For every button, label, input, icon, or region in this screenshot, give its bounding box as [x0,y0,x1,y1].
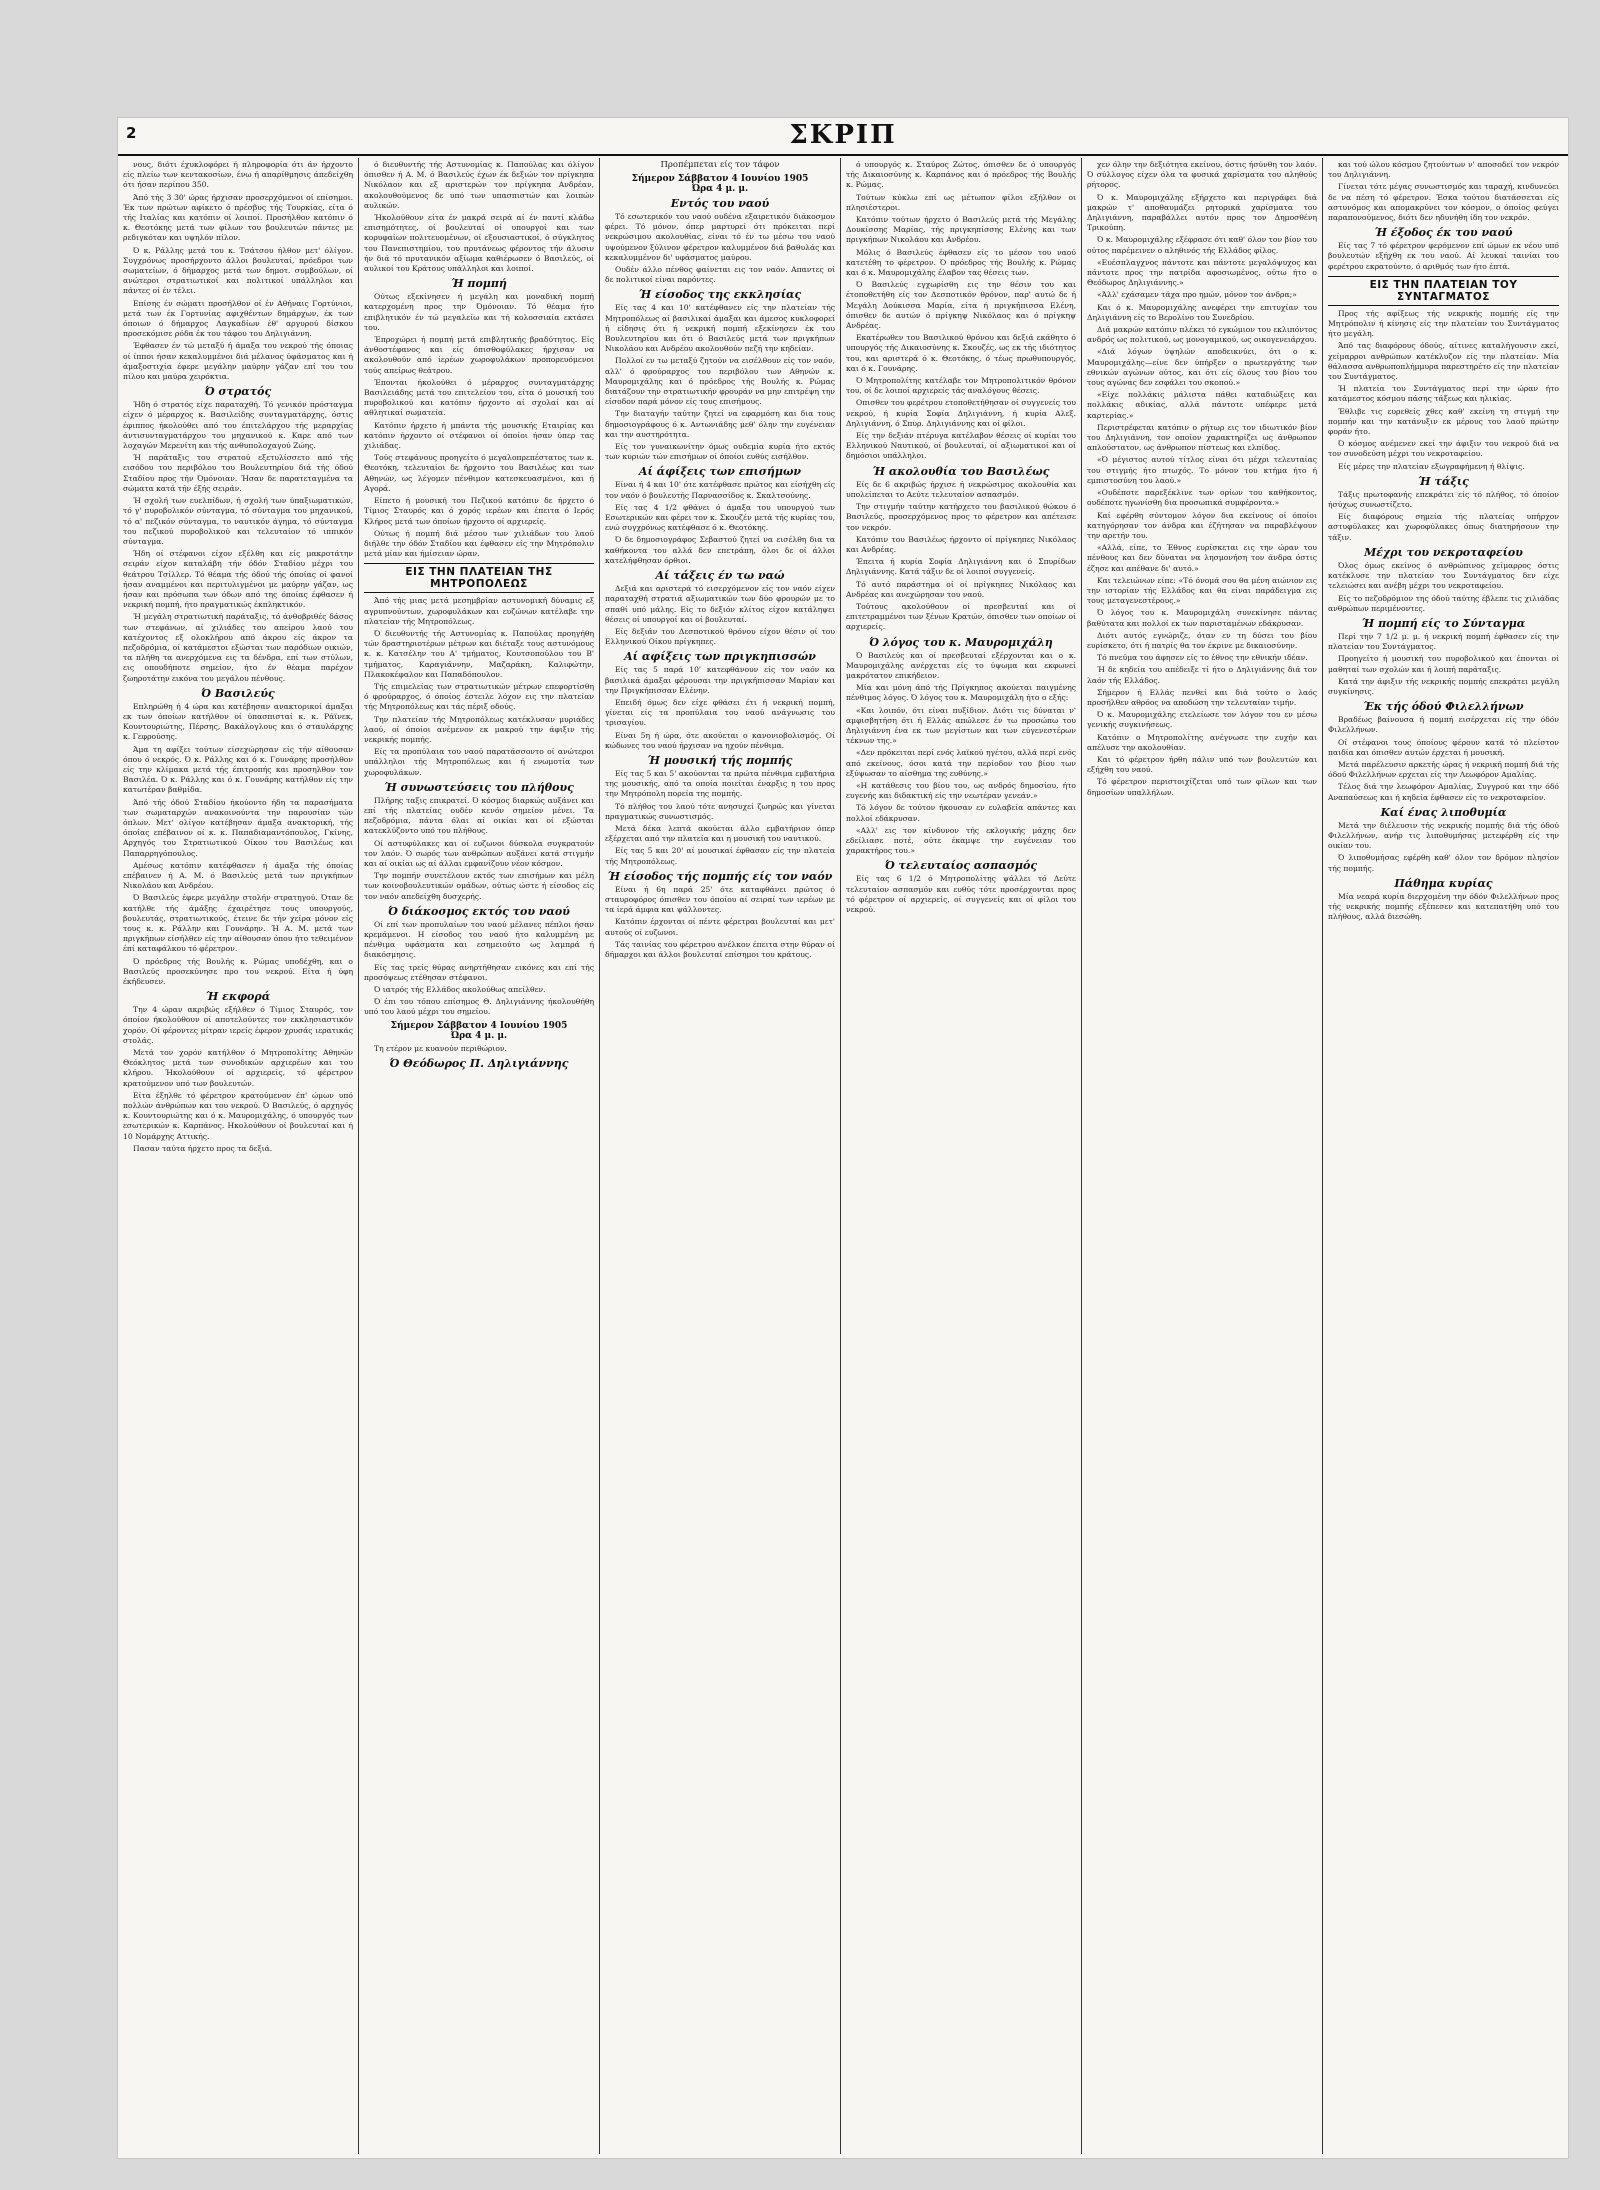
section-banner: ΕΙΣ ΤΗΝ ΠΛΑΤΕΙΑΝ ΤΗΣ ΜΗΤΡΟΠΟΛΕΩΣ [364,563,594,593]
paragraph: Είς τας 5 και 5' ακούονται τα πρώτα πένθιμα εμβατήρια της μουσικής, από τα οποία ποιείται έναρξις η του προς την Μητρόπολη πορεία της πομπής. [605,768,835,799]
paragraph: Οί στέφανοι τους όποίους φέρουν κατά τό πλείστον παιδία και όπισθεν αυτών έρχεται ή μουσική. [1328,737,1559,757]
paragraph: Την στιγμήν ταύτην κατήρχετο του βασιλικού θώκου ό Βασιλεύς, προσερχόμενος προς το φέρετρον και απέτεισε τον νεκρόν. [846,502,1076,532]
column-1 [118,158,359,2154]
paragraph: Άμα τη αφίξει τούτων είσεχώρησαν είς τήν αίθουσαν όπου ό νεκρός. Ό κ. Ράλλης και ό κ. Γουνάρης προσήλθον είς την κλίμακα μετά τής έπιτροπής και προσηλθον τον Βασιλέα. Ό κ. Ράλλης και ό κ. Γουνάρης κατήλθον είς την κατωτέραν βαθμίδα. [123,744,353,795]
paragraph: Κατόπιν έρχονται οί πέντε φέρετραι βουλευταί και μετ' αυτούς οί ευζωνοι. [605,917,835,937]
paragraph: Κατόπιν ο Μητροπολίτης ανέγνωσε την ευχήν και απέλυσε την ακολουθίαν. [1087,732,1317,752]
paragraph: Μία νεαρά κυρία διερχομένη την όδόν Φιλελλήνων προς τής νεκρικής πομπής εξέπεσεν και κατεπατήθη υπό του πλήθους, αλλά διεσώθη. [1328,891,1559,922]
section-heading: Καί ένας λιποθυμία [1380,805,1507,819]
section-heading: Αί άφίξεις των επισήμων [638,465,802,479]
paragraph: Είπετο ή μουσική του Πεζικού κατόπιν δε ήρχετο ό Τίμιος Σταυρός και ό χορός ιερέων και έπειτα ό Ιερός Κλήρος μετά των όποίων ήρχοντο οί αρχιερείς. [364,496,594,526]
section-heading: Ή μουσική τής πομπής [647,753,793,767]
paragraph: Προηγείτο ή μουσική του πυροβολικού και έπονται οί μαθηταί των σχολών και ή λοιπή παράταξις. [1328,654,1559,674]
paragraph: Την πομπήν συνετέλουν εκτός των επισήμων και μέλη των κοινοβουλευτικών ομάδων, ούτως ώστε ή είσοδος είς τον ναόν απεδείχθη δυσχερής. [364,871,594,901]
paragraph: Τό εσωτερικόν του ναού ουδένα εξαιρετικόν διάκοσμον φέρει. Τό μόνον, όπερ μαρτυρεί ότι πρόκειται περί νεκρώσιμου ακολουθίας, είναι τό έν τω μέσω του ναού υψούμενον ξύλινον φέρετρον καλυμμένον διά βαθυλάς και κεκαλυμμένον δι' υφάσματος μαύρου. [605,212,835,262]
paragraph: «Άλλ' εχάσαμεν τάχα προ ημών, μόνον τον άνδρα;» [1097,290,1297,300]
paragraph: Τη ετέρον με κυανούν περιθώριον. [374,1043,507,1053]
paragraph: Πασαν ταύτα ήρχετο προς τα δεξιά. [133,1143,273,1153]
paragraph: Ήδη οί στέφανοι είχον εξέλθη και είς μακροτάτην σειράν είχον καταλάβη τήν όδόν Σταδίου μέχρι του θεάτρου Τσίλλερ. Τό θέαμα τής όδού τής όποίας οί φανοί ήσαν αναμμένοι και περιτυλιγμένοι με μαύρην γάζαν, ως ήσαν και πρόσωπα των όδων από της όποίας έφθασεν ή νεκρική πομπή, ήτο πραγματικώς έκπληκτικόν. [123,549,353,610]
paragraph: Προς τής αφίξεως τής νεκρικής πομπής είς την Μητρόπολιν ή κίνησις είς την πλατείαν του Συντάγματος ήτο μεγάλη. [1328,308,1559,339]
paragraph: Κατόπιν του Βασιλέως ήρχοντο οί πρίγκηπες Νικόλαος και Ανδρέας. [846,534,1076,554]
column-4 [841,158,1082,2154]
paragraph: «Ευέσπλαγχνος πάντοτε και πάντοτε μεγαλόψυχος και πάντοτε προς την πατρίδα αφοσιωμένος, ούτω ήτο ο Θεόδωρος Δηλιγιάννης.» [1087,257,1317,288]
paragraph: «Διά λόγων ύψηλών αποδεικνύει, ότι ο κ. Μαυρομιχάλης—είνε δεν ύπήρξεν ο πρωτεργάτης των εθνικών αγώνων ούτος, και ότι είς όλους του βίου του τους αγώνας δεν εσφάλει του σκοπού.» [1087,347,1317,388]
paragraph: Ό πρόεδρος τής Βουλής κ. Ρώμας υποδέχθη, και ο Βασιλεύς προσεκύνησε προ του νεκρού. Είτα ή ύφη έκήδευσεν. [123,956,353,987]
paragraph: Έπειτα ή κυρία Σοφία Δηλιγιάννη και ό Σπυρίδων Δηλιγιάννης. Κατά τάξιν δε οί λοιποί συγγενείς. [846,557,1076,577]
paragraph: «Ό μέγιστος αυτού τίτλος είναι ότι μέχρι τελευταίας του στιγμής ήτο πτωχός. Το μόνον του κτήμα ήτο ή εμπιστοσύνη του λαού.» [1087,455,1317,485]
paragraph: Είς τα προπύλαια του ναού παρατάσσοντο οί ανώτεροι υπάλληλοι τής Μητροπόλεως και ή ενωμοτία των χωροφυλάκων. [364,747,594,777]
paragraph: ό υπουργός κ. Σταύρος Ζώτος, όπισθεν δε ό υπουργός τής Δικαιοσύνης κ. Καρπάνος και ό πρόεδρος τής Βουλής κ. Ρώμας. [846,160,1076,190]
paragraph: Ό κ. Μαυρομιχάλης εξήρχετο και περιγράφει διά μακρών τ' αποθαυμάζει ρητορικά χαρίσματα του Δηλιγιάννη, παραβάλλει αυτόν προς τον Δημοσθένη Τρικούπη. [1087,192,1317,233]
column-5 [1082,158,1323,2154]
paragraph: Ό Μητροπολίτης κατέλαβε τον Μητροπολιτικόν θρόνον του, οί δε λοιποί αρχιερείς τάς αναλόγους θέσεις. [846,376,1076,396]
paragraph: Μετά τον χορόν κατήλθον ό Μητροπολίτης Αθηνών Θεόκλητος μετά των συνοδικών αρχιερέων και του κλήρου. Ήκολούθουν οί αρχιερείς, τό φέρετρον κρατούμενον υπό των βουλευτών. [123,1048,353,1088]
paragraph: Είς τας 4 και 10' κατέφθανεν είς την πλατείαν τής Μητροπόλεως αί βασιλικαί άμαξαι και άμεσος κυκλοφορεί ή είδησις ότι ή νεκρική πομπή εξεκίνησεν έκ του Βουλευτηρίου και ότι ό Βασιλεύς μετά των πριγκήπων Νικολάου και Ανδρέου ακολουθούν πεζή την κηδείαν. [605,303,835,354]
section-heading: Ό στρατός [204,385,272,399]
paragraph: Έθλιβε τις ευρεθείς χθες καθ' εκείνη τη στιγμή την πομπήν και την κατάνυξιν εκ μέρους του λαού πρώτην φοράν ήτο. [1328,406,1559,437]
paragraph: Διότι αυτός εγνώριζε, όταν εν τη δύσει του βίου ευρίσκετο, ότι ή πατρίς θα τον έκρινε με δικαιοσύνην. [1087,630,1317,650]
section-heading: Ή ακολουθία του Βασιλέως [872,464,1050,478]
paragraph: Ό λιποθυμήσας εφέρθη καθ' όλον τον δρόμον πλησίον τής πομπής. [1328,853,1559,873]
paragraph: Άπό τής όδού Σταδίου ήκούοντο ήδη τα παρασήματα των σωματαρχών ανακοινούντα την παρουσίαν τών όπλων. Μετ' ολίγον κατέβησαν άμαξα ανακτορική, τής όποίας επέβαινον οί κ. κ. Παπαδιαμαντόπουλος, Γκίνης, Αρχηγός του Στρατιωτικού Οίκου του Βασιλέως και Παπαρρηγόπουλος. [123,797,353,858]
paragraph: Περιστρέφεται κατόπιν ο ρήτωρ εις τον ιδιωτικόν βίον του Δηλιγιάννη, τον οποίον χαρακτηρίζει ως άνθρωπον απλούστατον, ως άνθρωπον πίστεως και ελπίδος. [1087,422,1317,453]
paragraph: Είτα έξηλθε τό φέρετρον κρατούμενον έπ' ώμων υπό πολλών άνθρώπων και του νεκρού. Ό Βασιλεύς, ό αρχηγός κ. Κουντουριώτης και ό κ. Μαυρομιχάλης, ό υπουργός των εσωτερικών κ. Καρπάνος. Ηκολούθουν οί βουλευταί και ή 10 Νομάρχης Αττικής. [123,1090,353,1141]
paragraph: Περί την 7 1/2 μ. μ. ή νεκρική πομπή έφθασεν είς την πλατείαν του Συντάγματος. [1328,631,1559,652]
paragraph: Άπό τας διαφόρους όδούς, αίτινες καταλήγουσιν εκεί, χείμαρροι ανθρώπων κατέκλυζον είς την πλατείαν. Μία θάλασσα ανθρωποπλήμμυρα παρεστηρέτο είς την πλατείαν του Συντάγματος. [1328,341,1559,382]
paragraph: Είς την δεξιάν πτέρυγα κατέλαβον θέσεις οί κυρίαι του Ελληνικού Ναυτικού, οί βουλευταί, οί αξιωματικοί και οί δημόσιοι υπάλληλοι. [846,431,1076,461]
paragraph: Επληρώθη ή 4 ώρα και κατέβησαν ανακτορικοί άμαξαι εκ των όποίων κατήλθον οί ύπασπισταί κ. κ. Ράϊνεκ, Κουντουριώτης, Πέρσης, Βακάλογλους και ό σταυλάρχης κ. Γεφρούσης. [123,701,353,742]
paragraph: Διά μακρών κατόπιν πλέκει τό εγκώμιον του εκλιπόντος ανδρός ως πολιτικού, ως μονογαμικού, ως οικογενειάρχου. [1087,325,1317,345]
paragraph: «Αλλ' εις τον κίνδυνον τής εκλογικής μάχης δεν εδείλιασε ποτέ, ούτε έκαμψε την ευγένειαν του χαρακτήρος του.» [846,825,1076,856]
paragraph: Πλήρης ταξις επικρατεί. Ό κόσμος διαρκώς αυξάνει και επί τής πλατείας ουδέν κενόν σημείον μένει. Τα πεζοδρόμια, πάντα όλαι αί οικίαι και οί εξώσται κατεκλύζοντο υπό του πλήθους. [364,795,594,836]
paragraph: Άπό τής 3 30' ώρας ήρχισαν προσερχόμενοι οί επίσημοι. Έκ των πρώτων αφίκετο ό πρέσβυς τής Τουρκίας, είτα ό τής Ιταλίας και κατόπιν οί λοιποί. Προσήλθον κατόπιν ό κ. Θεοτόκης μετά των φίλων του βουλευτών πάντες με ρεδιγκόταν και υψηλόν πίλον. [123,192,353,243]
paragraph: Ό λόγος του κ. Μαυρομιχάλη συνεκίνησε πάντας βαθύτατα και πολλοί εκ των παρισταμένων εδάκρυσαν. [1087,608,1317,628]
paragraph: Ή παράταξις του στρατού εξετυλίσσετο από τής εισόδου του περιβόλου του Βουλευτηρίου διά τής όδού Σταδίου προς τήν Όμόνοιαν. Ήσαν δε παρατεταγμένα τα σώματα κατά τήν έξής σειράν. [123,453,353,493]
paragraph: «Και λοιπόν, ότι είναι πυξίδιον. Διότι τις δύναται ν' αμφισβητήση ότι ή Ελλάς απώλεσε έν τω προσώπω του Δηλιγιάννη ένα εκ των μεγίστων και των εύγενεστέρων τέκνων της.» [846,705,1076,746]
paragraph: Τό λόγον δε τούτον ήκουσαν εν ευλαβεία απάντες και πολλοί εδάκρυσαν. [846,803,1076,823]
paragraph: Είς τας 6 1/2 ό Μητροπολίτης ψάλλει τό Δεύτε τελευταίον ασπασμόν και ευθύς τότε προσέρχονται προς τό φέρετρον οί αρχιερείς, οί συγγενείς και οί φίλοι του νεκρού. [846,874,1076,914]
column-2 [359,158,600,2154]
section-heading: Ή τάξις [1418,474,1469,488]
paragraph: Ό κ. Ράλλης μετά του κ. Τσάτσου ήλθον μετ' όλίγον. Συγχρόνως προσήρχοντο άλλοι βουλευταί, πρόεδροι των σωματείων, ό δήμαρχος μετά των δημοτ. συμβούλων, οί ανώτεροι στρατιωτικοί και πολιτικοί υπάλληλοι και πάντες οί έν τέλει. [123,245,353,296]
column-3 [600,158,841,2154]
paragraph: «Αλλά, είπε, το Έθνος ευρίσκεται εις την ώραν του πένθους και δεν δύναται να λησμονήση τον άνδρα όστις έζησε και απέθανε δι' αυτό.» [1087,543,1317,573]
paragraph: Την διαταγήν ταύτην ζητεί να εφαρμόση και δια τους δημοσιογράφους ό κ. Αντωνιάδης μεθ' όλην την ευγένειαν και την αυστηρότητα. [605,409,835,439]
section-heading: Αί τάξεις έν τω ναώ [655,569,785,583]
paragraph: Ό ιατρός τής Ελλάδος ακολούθως απείλθεν. [374,985,546,995]
paragraph: Πολλοί εν τω μεταξύ ζητούν να εισέλθουν είς τον ναόν, αλλ' ό φρούραρχος του περιβόλου των Αθηνών κ. Μαυρομιχάλης και ό πρόεδρος τής Βουλής κ. Ρώμας διατάζουν την στρατιωτικήν φρουράν να μην επιτρέψη την είσοδον παρά μόνον είς τους επισήμους. [605,356,835,407]
paragraph: Ουδέν άλλο πένθος φαίνεται εις τον ναόν. Απαντες οί δε πολιτικοί είναι παρόντες. [605,265,835,285]
newspaper-title: ΣΚΡΙΠ [789,120,897,150]
section-heading: Ή εκφορά [205,990,271,1004]
paragraph: Όλος όμως εκείνος ό ανθρώπινος χείμαρρος όστις κατέκλυσε την πλατείαν του Συντάγματος δεν είχε τελειώσει και ανέβη μέχρι του νεκροταφείου. [1328,560,1559,591]
section-heading: Ό Βασιλεύς [201,686,275,700]
paragraph: «Είχε πολλάκις μάλιστα πάθει καταδιώξεις και πολλάκις αδικίας, αλλά πάντοτε υπέφερε μετά καρτερίας.» [1087,390,1317,420]
notice-date: Σήμερον Σάββατον 4 Ιουνίου 1905 [390,1020,568,1031]
section-banner: ΕΙΣ ΤΗΝ ΠΛΑΤΕΙΑΝ ΤΟΥ ΣΥΝΤΑΓΜΑΤΟΣ [1328,276,1559,306]
paragraph: Είς μέρες την πλατείαν εξωγραφήμενη ή θλίψις. [1338,461,1525,471]
paragraph: Τό πνεύμα του άφησεν είς το έθνος την εθνικήν ιδέαν. [1097,653,1308,663]
paragraph: Ή σχολή των ευελπίδων, ή σχολή των ύπαξιωματικών, τό γ' πυροβολικόν σύνταγμα, τό σύνταγμα του μηχανικού, τό α' πεζικόν σύνταγμα, το ναυτικόν άγημα, τό σύνταγμα του πεζικού πυροβολικού και τελευταίον τό ιππικόν σύνταγμα. [123,496,353,546]
paragraph: Ό κ. Μαυρομιχάλης εξέφρασε ότι καθ' όλον τον βίον του ούτος παρέμεινεν ο αληθινός τής Ελλάδος φίλος. [1087,235,1317,255]
paragraph: Επίσης έν σώματι προσήλθον οί έν Αθήναις Γορτύνιοι, μετά των έκ Γορτυνίας αφιχθέντων δημάρχων, έκ των όποιων ό δήμαρχος Λαγκαδίων έθ' αργυρού δίσκου προσεκόμισε ρόδα έκ του τάφου του Δηλιγιάννη. [123,298,353,339]
paragraph: Ούτως εξεκίνησεν ή μεγάλη και μοναδική πομπή κατερχομένη προς την Όμόνοιαν. Τό θέαμα ήτο επιβλητικόν έν τώ μεγαλείω και τή κολοσσιαία εκτάσει του. [364,292,594,332]
section-heading: Ή συνωστεύσεις του πλήθους [384,780,574,794]
paragraph: Εκατέρωθεν του Βασιλικού θρόνου και δεξιά εκάθητο ό υπουργός τής Δικαιοσύνης κ. Σκουζές, ως εκ τής ιδιότητος του, και αριστερά ό κ. Θεοτόκης, ό τέως πρωθυπουργός, και ό κ. Γουνάρης. [846,333,1076,373]
paragraph: Ό Βασιλεύς εγχωρίσθη εις την θέσιν του και έτοποθετήθη είς τον Δεσποτικόν θρόνον, παρ' αυτώ δε ή Μεγάλη Δούκισσα Μαρία, είτα ή πριγκήπισσα Ελένη, όπισθεν δε αυτών ό πρίγκηψ Νικόλαος και ό πρίγκηψ Ανδρέας. [846,280,1076,331]
paragraph: Ή πλατεία του Συντάγματος περί την ώραν ήτο κατάμεστος κόσμου πάσης τάξεως και ηλικίας. [1328,384,1559,404]
paragraph: Τό αυτό παράστημα οί οί πρίγκηπες Νικόλαος και Ανδρέας και ανεχώρησαν του ναού. [846,579,1076,599]
paragraph: Τάς ταινίας του φέρετρου ανέλκον έπειτα στην θύραν οί δήμαρχοι και άλλοι βουλευταί επίσημοι του κράτους. [605,939,835,959]
paragraph: Τάξις πρωτοφανής επεκράτει είς τό πλήθος, τό όποίον ήσύχως συνωστίζετο. [1328,489,1559,510]
paragraph: Τούτων κύκλω επί ως μέτωπον φίλοι εξήλθον οι πλησιέστεροι. [846,192,1076,212]
paragraph: Είς το πεζοδρόμιον της όδού ταύτης έβλεπε τις χιλιάδας ανθρώπων περιμένοντες. [1328,593,1559,613]
paragraph: Είς τας 5 παρά 10' κατεφθάνουν είς τον ναόν κα βασιλικά άμαξαι φέρουσαι την πριγκήπισσαν Μαρίαν και την Πριγκήπισσαν Ελένην. [605,665,835,695]
paragraph: Την 4 ώραν ακριβώς εξήλθεν ό Τίμιος Σταυρός, τον όποίον ήκολούθουν οί αποτελούντες τον εκκλησιαστικόν χορόν. Οί φέροντες μίτραν ιερείς έφερον χρυσάς ιερατικάς στολάς. [123,1005,353,1045]
section-heading: Ή είσοδος της εκκλησίας [638,288,802,302]
paragraph: Καί εφέρθη σύντομον λόγον δια εκείνους οί όποίοι κατηγόρησαν τον άνδρα και έζήτησαν να παραβλέψουν την αρετήν του. [1087,510,1317,540]
paragraph: Κατά την άφιξιν τής νεκρικής πομπής επεκράτει μεγάλη συγκίνησις. [1328,676,1559,696]
paragraph: Τέλος διά την λεωφόρον Αμαλίας, Συγγρού και την όδό Αναπαύσεως και ή κηδεία έφθασεν είς το νεκροταφείον. [1328,782,1559,802]
section-heading: Ή έξοδος έκ του ναού [1374,226,1513,240]
paragraph: νους, διότι έχυκλοφόρει ή πληροφορία ότι άν ήρχοντο είς πλείω των κεντακοσίων, ένω ή απαρίθμησις άπεδείχθη ότι ήσαν περίπου 350. [123,160,353,190]
paragraph: Την πλατείαν τής Μητροπόλεως κατέκλυσαν μυριάδες λαού, οί όποίοι ανέμενον εκ μακρού την άφιξιν τής νεκρικής πομπής. [364,714,594,744]
paragraph: Επειδή όμως δεν είχε φθάσει έτι ή νεκρική πομπή, γίνεται είς τα προπύλαια του ναού ανάγνωσις του τρισαγίου. [605,697,835,728]
section-heading: Ό Θεόδωρος Π. Δηλιγιάννης [389,1056,569,1070]
paragraph: Και ό κ. Μαυρομιχάλης ανεφέρει την επιτυχίαν του Δηλιγιάννη είς το Βερολίνο του Συνεδρίου. [1087,302,1317,322]
paragraph: Κατόπιν τούτων ήρχετο ό Βασιλεύς μετά τής Μεγάλης Δουκίσσης Μαρίας, τής πριγκηπίσσης Ελένης και των πριγκήπων Νικολάου και Ανδρέου. [846,215,1076,245]
section-heading: Ή πομπή είς το Σύνταγμα [1361,616,1526,630]
paragraph: Μετά δέκα λεπτά ακούεται άλλο εμβατήριον όπερ εξέρχεται από την πλατεία και η μουσική του ναυτικού. [605,823,835,844]
paragraph: Ή μεγάλη στρατιωτική παράταξις, τό άνθοβριθές δάσος των στεφάνων, αί χιλιάδες του απείρου λαού του κατέχοντος εξ ολοκλήρου από άκρου είς άκρον τα πεζοδρόμια, οί κατάμεστοι εξώσται των παρόδιων οικιών, τα πλήθη τα ανερχόμενα εις τα δένδρα, επί των στύλων, εις οπουδήποτε σημείον, ήτο έν θέαμα παρέχον ζωηροτάτην εικόνα του μεγάλου πένθους. [123,612,353,683]
paragraph: Είς διαφόρους σημεία τής πλατείας υπήρχον αστυφύλακες και χωροφύλακες όπως διατηρήσουν την τάξιν. [1328,512,1559,542]
section-heading: Μέχρι του νεκροταφείου [1364,545,1523,559]
paragraph: Είς δε 6 ακριβώς ήρχισε ή νεκρώσιμος ακολουθία και υπολείπεται το Αεύτε τελευταίον ασπασμόν. [846,479,1076,499]
paragraph: Είναι ή 4 και 10' ότε κατέφθασε πρώτος και είσήχθη είς τον ναόν ό βουλευτής Παρνασσίδος κ. Σκαλτσούνης. [605,480,835,500]
paragraph: χεν όλην την δεξιότητα εκείνου, όστις ήσύνθη τον λαόν. Ό σύλλογος είχεν όλα τα φυσικά χαρίσματα του αληθούς ρήτορος. [1087,160,1317,190]
paragraph: «Ουδέποτε παρεξέκλινε των ορίων του καθήκοντος, ουδέποτε ηγωνίσθη δια προσωπικά συμφέροντα.» [1087,488,1317,508]
paragraph: Γίνεται τότε μέγας συνωστισμός και ταραχή, κινδυνεύει δε να πέση τό φέρετρον. Έσκα τούτου διατάσσεται είς αστυνόμος και απομακρύνει τον κόσμον, ο όποίος φεύγει παραπονούμενος, διότι δεν ηδυνήθη ίδη τον νεκρόν. [1328,182,1559,223]
paragraph: Ό κ. Μαυρομιχάλης ετελείωσε τον λόγον του εν μέσω γενικής συγκινήσεως. [1087,710,1317,730]
paragraph: Είναι 5η ή ώρα, ότε ακούεται ο κανονιοβολισμός. Οί κώδωνες του ναού ήρχισαν να ηχούν πένθιμα. [605,730,835,750]
paragraph: Είς τας 5 και 20' αί μουσικαί έφθασαν είς την πλατεία τής Μητροπόλεως. [605,846,835,866]
notice-date: Σήμερον Σάββατον 4 Ιουνίου 1905 [631,174,809,184]
paragraph: Άπό τής μιας μετά μεσημβρίαν αστυνομική δύναμις εξ αγρυπνούντων, χωροφυλάκων και ευζώνων κατέλαβε την πλατείαν τής Μητροπόλεως. [364,596,594,626]
notice-time: Ώρα 4 μ. μ. [691,184,749,194]
section-heading: Ή πομπή [451,277,507,291]
paragraph: Είς τον γυναικωνίτην όμως ουδεμία κυρία ήτο εκτός των κυριών τών επισήμων οί όποίοι ευθύς εισήλθον. [605,442,835,462]
paragraph: Μετά παρέλευσιν αρκετής ώρας ή νεκρική πομπή διά τής όδού Φιλελλήνων ερχεται είς την Λεωφόρον Αμαλίας. [1328,759,1559,780]
paragraph: Ό διευθυντής τής Αστυνομίας κ. Παπούλας προηγήθη τών δραστηριοτέρων μέτρων και διέταξε τους αστυνόμους κ. κ. Κατσέλην του Α' τμήματος, Κουτσοπούλου του Β' τμήματος, Καραγιάννην, Μαζαράκη, Καλιφώτην, Πλακοκέφαλον και Παπαδόπουλον. [364,628,594,679]
paragraph: Μετά την διέλευσιν τής νεκρικής πομπής διά τής όδού Φιλελλήνων, ανήρ τις λιποθυμήσας μετεφέρθη είς την οικίαν του. [1328,820,1559,851]
section-heading: Ή είσοδος τής πομπής είς τον ναόν [607,869,833,883]
paragraph: Και τελειώνων είπε: «Τό όνομά σου θα μένη αιώνιον εις την ιστορίαν τής Ελλάδος και θα είναι παράδειγμα εις τους μεταγενεστέρους.» [1087,575,1317,606]
section-heading: Ό διάκοσμος εκτός του ναού [388,904,570,918]
paragraph: ό διευθυντής τής Αστυνομίας κ. Παπούλας και όλίγον όπισθεν ή Α. Μ. ό Βασιλεύς έχων έκ δεξιών τον πρίγκηπα Νικόλαον και εξ αριστερών τον πρίγκηπα Ανδρέαν, ακολουθούμενος δε υπό των υπασπιστών και λοιπών αυλικών. [364,160,594,210]
paragraph: Και τό φέρετρον ήρθη πάλιν υπό των βουλευτών και εξήχθη του ναού. [1087,754,1317,775]
paragraph: Είς δεξιάν του Δεσποτικού θρόνου είχον θέσιν οί του Ελληνικού Οίκου πρίγκηπες. [605,626,835,647]
paragraph: Είς τας 7 τό φέρετρον φερόμενον επί ώμων εκ νέου υπό βουλευτών εξήχθη εκ του ναού. Αί λευκαί ταινίαι του φερέτρου εκρατούντο, ό αριθμός των ήτο έπτά. [1328,241,1559,271]
paragraph: Βραδέως βαίνουσα ή πομπή εισέρχεται είς την όδόν Φιλελλήνων. [1328,715,1559,735]
paragraph: Τούτους ακολούθουν οί πρεσβευταί και οί επιτετραμμένοι των ξένων Κρατών, όπισθεν των οποίων οί αρχιερείς. [846,601,1076,632]
paragraph: Τούς στεφάνους προηγείτο ό μεγαλοπρεπέστατος των κ. Θεοτόκη, τελευταίοι δε ήρχοντο του Βασιλέως και των Αθηνών, ως λέγομεν πένθιμον κατεσκευασμένοι, και ή Αγορά. [364,453,594,493]
paragraph: και τού ώλου κόσμου ζητούντων ν' αποσοδεί τον νεκρόν του Δηλιγιάννη. [1328,160,1559,180]
page-number: 2 [126,124,137,142]
paragraph: Κατόπιν ήρχετο ή μπάντα τής μουσικής Εταιρίας και κατόπιν ήρχοντο οί στέφανοι οί όποίοι ήσαν ύπερ τας χιλιάδας. [364,420,594,451]
paragraph: Αμέσως κατόπιν κατέφθασεν ή άμαξα τής όποίας επέβαινεν ή Α. Μ. ό Βασιλεύς μετά των πριγκήπων Νικολάου και Ανδρέου. [123,860,353,891]
section-heading: Ό λόγος του κ. Μαυρομιχάλη [869,635,1053,649]
paragraph: Είναι ή 6η παρά 25' ότε καταφθάνει πρώτος ό σταυροφόρος όπισθεν του όποίου αί σειραί των ιερέων με τα ίερά άμφια και ψάλλοντες. [605,884,835,915]
paragraph: Μόλις ό Βασιλεύς έφθασεν είς το μέσον του ναού κατετέθη το φέρετρον. Ό πρόεδρος τής Βουλής κ. Ρώμας και ό κ. Μαυρομιχάλης έλαβον τας θέσεις των. [846,247,1076,278]
paragraph: Ό Βασιλεύς έφερε μεγάλην στολήν στρατηγού. Όταν δε κατήλθε τής άμάξης έχαιρέτησε τους υπουργούς, βουλευτάς, στρατιωτικούς, έτεινε δε τήν χείρα μόνον είς τους κ. κ. Ράλλην και Γουνάρην. Ή Α. Μ. μετά των πριγκήπων είσήλθεν είς την αίθουσαν όπου ήτο τεθειμένον έπί καταφάλκου τό φέρετρον. [123,893,353,954]
paragraph: Ή δε κηδεία του απέδειξε τί ήτο ο Δηλιγιάννης διά τον λαόν τής Ελλάδος. [1087,665,1317,685]
paragraph: Έφθασεν έν τώ μεταξύ ή άμαξα του νεκρού τής όποιας οί ίπποι ήσαν κεκαλυμμένοι διά μέλανος ύφάσματος και ή άμαξοστιχία έφερε μεγάλην μαύρην γάζαν επί του του πίλου και μαύρα χειρόκτια. [123,341,353,382]
paragraph: Είς τας 4 1/2 φθάνει ό άμαξα του υπουργού των Εσωτερικών και φέρει τον κ. Σκουζέν μετά τής κυρίας του, ενώ συγχρόνως κατέφθασε ό κ. Θεοτόκης. [605,502,835,533]
notice-time: Ώρα 4 μ. μ. [450,1030,508,1041]
paragraph: Τό πλήθος του λαού τότε ανησυχεί ζωηρώς και γίνεται πραγματικώς συνωστισμός. [605,801,835,821]
paragraph: Σήμερον ή Ελλάς πενθεί και διά τούτο ο λαός προσήλθεν αθρόος να αποδώση την τελευταίαν τιμήν. [1087,687,1317,707]
paragraph: Μία και μόνη άπό τής Πρίγκηπος ακούεται παιγμένης πένθιμος λόγος. Ό λόγος του κ. Μαυρομιχάλη ήτο ο εξής: [846,683,1076,703]
paragraph: Δεξιά και αριστερά τό εισερχόμενον είς τον ναόν είχεν παραταχθή στρατιά αξιωματικών των δύο φρουρών με το σπαθί υπό μάλης. Είς το δεξιόν κλίτος είχον κατάληψει θέσεις οί υπουργοί και οί βουλευταί. [605,584,835,624]
section-heading: Πάθημα κυρίας [1394,876,1493,890]
paragraph: Ήδη ό στρατός είχε παραταχθή. Τό γενικόν πρόσταγμα είχεν ό μέραρχος κ. Βασιλείδης συνταγματάρχης, όστις έφιππος ήκολούθει από του έπιτελάρχου τής μεραρχίας άντισυνταγματάρχου του μηχανικού κ. Καρε από των λοχαγών Μερενίτη και τής ανθυπολοχαγού Ζώης. [123,400,353,451]
paragraph: Έπονται ήκολούθει ό μέραρχος συνταγματάρχης Βασιλειάδης μετά του επιτελείου του, είτα ό μουσική του πυροβολικού και κατόπιν ήρχοντο αί σχολαί και αί αθλητικαί σωματεία. [364,377,594,418]
paragraph: «Η κατάθεσις του βίου του, ως ανδρός δημοσίου, ήτο ευγενής και διδακτική είς την νεωτέραν γενεάν.» [846,780,1076,801]
paragraph: Οί αστυφύλακες και οί ευζωνοι δύσκολα συγκρατούν τον λαόν. Ό σωρός των ανθρώπων αυξάνει κατά στιγμήν και αί οικίαι ως αί άλλαι εμφανίζουν νέον κόσμον. [364,838,594,868]
section-heading: Ό τελευταίος ασπασμός [884,859,1038,873]
column-6 [1323,158,1564,2154]
paragraph: Είς τας τρείς θύρας ανηρτήθησαν εικόνες και επί τής προσόψεως ετέθησαν στέφανοι. [364,962,594,982]
paragraph: Οί επί των προπυλαίων του ναού μέλανες πέπλοι ήσαν κρεμάμενοι. Η είσοδος του ναού ήτο καλυμμένη με πένθιμα υφάσματα και εσημειούτο ως λαμπρά ή διακόσμησις. [364,919,594,960]
section-heading: Αί αφίξεις των πριγκηπισσών [624,650,816,664]
paragraph: Έπροχώρει ή πομπή μετά επιβλητικής βραδύτητος. Είς άνθοστέφανος και είς όπισθοφύλακες ήρχισαν να ακολουθούν από ίερέων χωροφυλάκων προπορευόμενοι τούς απείρως θεάτρου. [364,335,594,375]
paragraph: Τής επιμελείας των στρατιωτικών μέτρων επεφορτίσθη ό φρούραρχος, ό όποίος έστειλε λόχον εις την πλατείαν τής Μητροπόλεως και τάς πέριξ οδούς. [364,681,594,712]
section-heading: Έκ τής όδού Φιλελλήνων [1363,700,1524,714]
paragraph: Ούτως ή πομπή διά μέσου των χιλιάδων του λαού διήλθε την όδόν Σταδίου και έφθασεν είς την Μητρόπολιν μετά μίαν και ήμίσειαν ώραν. [364,528,594,559]
columns [118,158,1568,2154]
paragraph: Ό έπι του τόπου επίσημος Θ. Δηλιγιάννης ήκολουθήθη υπό του λαού μέχρι του σημείου. [364,997,594,1017]
paragraph: Ό δε δημοσιογράφος Σεβαστού ζητεί να εισέλθη δια τα καθήκοντα του αλλά δεν επετράπη, όλοι δε οί άλλοι κατελήφθησαν όρθιοι. [605,535,835,565]
paragraph: Ό κόσμος ανέμενεν εκεί την άφιξιν του νεκρού διά να τον συνοδεύση μέχρι του νεκροταφείου. [1328,439,1559,459]
paragraph: «Δεν πρόκειται περί ενός λαϊκού ηγέτου, αλλά περί ενός από εκείνους, όσοι κατά την περίοδον του βίου των εξύψωσαν το αίσθημα της ευθύνης.» [846,748,1076,778]
section-heading: Εντός του ναού [670,197,770,210]
paragraph: Ό Βασιλεύς και οί πρεσβευταί εξέρχονται και ο κ. Μαυρομιχάλης ανέρχεται είς το ύψωμα και εκφωνεί μακρότατον επικήδειον. [846,650,1076,680]
masthead [118,118,1568,156]
paragraph: Τό φέρετρον περιστοιχίζεται υπό των φίλων και των δημοσίων υπαλλήλων. [1087,777,1317,797]
paragraph: Προπέμπεται είς τον τάφον [660,160,780,170]
newspaper-page [118,118,1568,2158]
paragraph: Οπισθεν του φερέτρου ετοποθετήθησαν οί συγγενείς του νεκρού, ή κυρία Σοφία Δηλιγιάννη, ή κυρία Αλεξ. Δηλιγιάννη, ό Σπυρ. Δηλιγιάννης και οί φίλοι. [846,398,1076,428]
paragraph: Ήκολούθουν είτα έν μακρά σειρά αί έν παντί κλάδω επισημότητες, οί βουλευταί οί υπουργοί και των κορυφαίων πολιτευομένων, οί εξουσιαστικοί, ό σύγκλητος του Πανεπιστημίου, του πρυτάνεως φέροντος τήν άλυσιν ήν διά τό πρυτανικόν αξίωμα καθιέρωσεν ό Βασιλεύς, οί αυλικοί του Κράτους υπάλληλοι και λοιποί. [364,213,594,274]
